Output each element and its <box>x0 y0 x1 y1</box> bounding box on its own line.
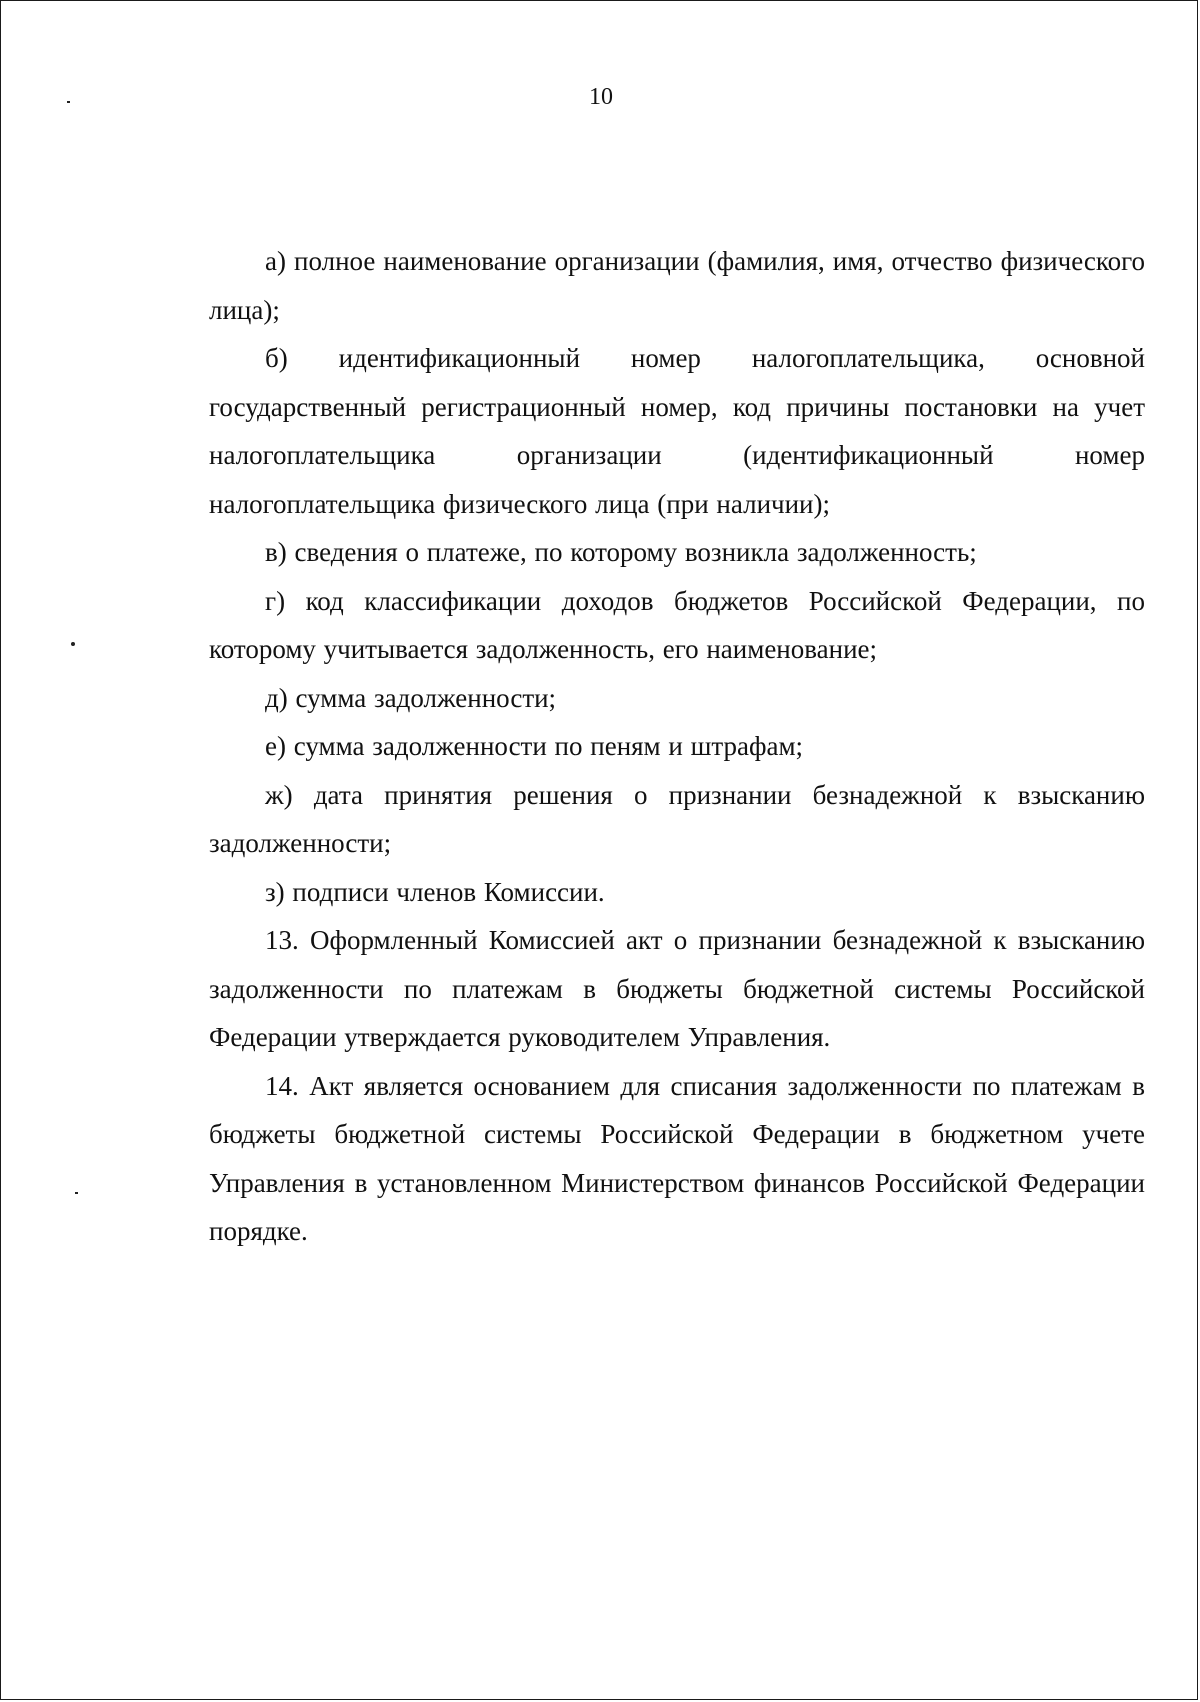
paragraph-d: д) сумма задолженности; <box>265 682 557 713</box>
document-body <box>209 237 1145 1256</box>
paragraph-z: з) подписи членов Комиссии. <box>265 876 605 907</box>
paragraph-13: 13. Оформленный Комиссией акт о признании безнадежной к взысканию задолженности по платежам в бюджеты бюджетной системы Российской Федерации утверждается руководителем Управления. <box>209 925 1145 1052</box>
page-number: 10 <box>589 84 613 110</box>
paragraph-a: а) полное наименование организации (фамилия, имя, отчество физического лица); <box>209 246 1145 325</box>
paragraph-g: г) код классификации доходов бюджетов Российской Федерации, по которому учитывается задолженность, его наименование; <box>209 585 1145 664</box>
paragraph-v: в) сведения о платеже, по которому возникла задолженность; <box>265 537 977 567</box>
scan-speck <box>75 1192 78 1194</box>
scan-speck <box>71 642 75 646</box>
paragraph-14: 14. Акт является основанием для списания задолженности по платежам в бюджеты бюджетной системы Российской Федерации в бюджетном учете Управления в установленном Министерством финансов Российской Федерации порядке. <box>209 1070 1145 1246</box>
paragraph-b: б) идентификационный номер налогоплательщика, основной государственный регистрационный номер, код причины постановки на учет налогоплательщика организации (идентификационный номер налогоплательщика физического лица (при наличии); <box>209 343 1145 519</box>
paragraph-e: е) сумма задолженности по пеням и штрафам; <box>265 731 804 761</box>
paragraph-zh: ж) дата принятия решения о признании безнадежной к взысканию задолженности; <box>209 779 1145 858</box>
